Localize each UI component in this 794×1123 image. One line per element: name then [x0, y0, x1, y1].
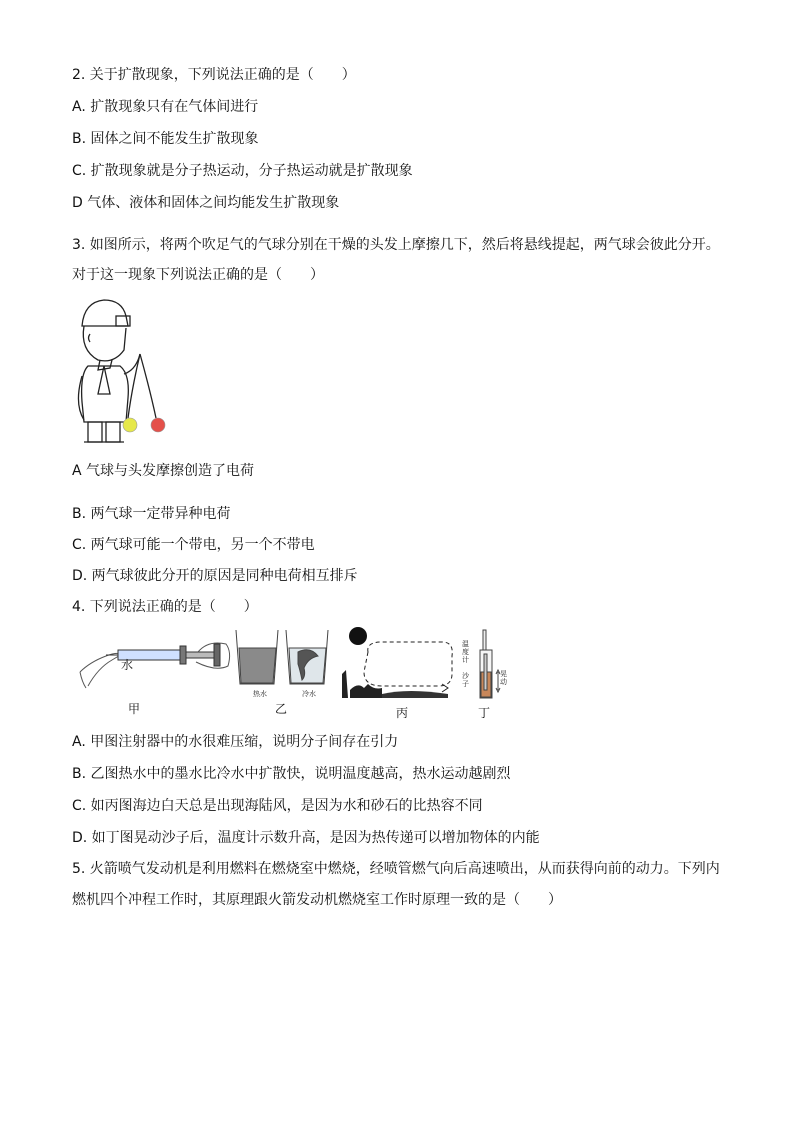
q5-stem-line2: 燃机四个冲程工作时，其原理跟火箭发动机燃烧室工作时原理一致的是（ ） [72, 892, 562, 908]
label-thermometer: 温度计 [462, 640, 469, 664]
q3-option-c: C. 两气球可能一个带电，另一个不带电 [72, 537, 315, 553]
q3-stem-line1: 3. 如图所示，将两个吹足气的气球分别在干燥的头发上摩擦几下，然后将悬线提起，两气球会彼此分开。 [72, 237, 720, 253]
q4-stem: 4. 下列说法正确的是（ ） [72, 599, 258, 615]
q4-option-d: D. 如丁图晃动沙子后，温度计示数升高，是因为热传递可以增加物体的内能 [72, 830, 540, 846]
q4-figure-yi-beakers [234, 628, 332, 690]
q3-option-a: A 气球与头发摩擦创造了电荷 [72, 463, 255, 479]
caption-jia: 甲 [128, 702, 141, 716]
q3-figure-boy-with-balloons [70, 294, 180, 454]
label-sand: 沙子 [462, 672, 469, 688]
label-cold-water: 冷水 [302, 690, 316, 698]
label-shake: 晃动 [500, 670, 507, 686]
q4-figure-jia-syringe [78, 632, 233, 694]
caption-yi: 乙 [275, 702, 288, 716]
q2-stem: 2. 关于扩散现象，下列说法正确的是（ ） [72, 67, 356, 83]
q5-stem-line1: 5. 火箭喷气发动机是利用燃料在燃烧室中燃烧，经喷管燃气向后高速喷出，从而获得向前的动力。下列内 [72, 861, 720, 877]
q4-figure-bing-breeze [338, 624, 458, 702]
q3-option-b: B. 两气球一定带异种电荷 [72, 506, 231, 522]
label-water: 水 [121, 658, 134, 672]
right-balloon [151, 418, 165, 432]
label-hot-water: 热水 [253, 690, 267, 698]
q3-option-d: D. 两气球彼此分开的原因是同种电荷相互排斥 [72, 568, 358, 584]
q4-option-a: A. 甲图注射器中的水很难压缩，说明分子间存在引力 [72, 734, 399, 750]
q4-figure-ding-thermometer-sand [470, 628, 530, 702]
q4-option-c: C. 如丙图海边白天总是出现海陆风，是因为水和砂石的比热容不同 [72, 798, 483, 814]
q4-option-b: B. 乙图热水中的墨水比冷水中扩散快，说明温度越高，热水运动越剧烈 [72, 766, 511, 782]
caption-ding: 丁 [478, 706, 491, 720]
q2-option-a: A. 扩散现象只有在气体间进行 [72, 99, 259, 115]
q2-option-b: B. 固体之间不能发生扩散现象 [72, 131, 259, 147]
left-balloon [123, 418, 137, 432]
caption-bing: 丙 [396, 706, 409, 720]
q2-option-c: C. 扩散现象就是分子热运动，分子热运动就是扩散现象 [72, 163, 413, 179]
q2-option-d: D 气体、液体和固体之间均能发生扩散现象 [72, 195, 340, 211]
q3-stem-line2: 对于这一现象下列说法正确的是（ ） [72, 267, 324, 283]
